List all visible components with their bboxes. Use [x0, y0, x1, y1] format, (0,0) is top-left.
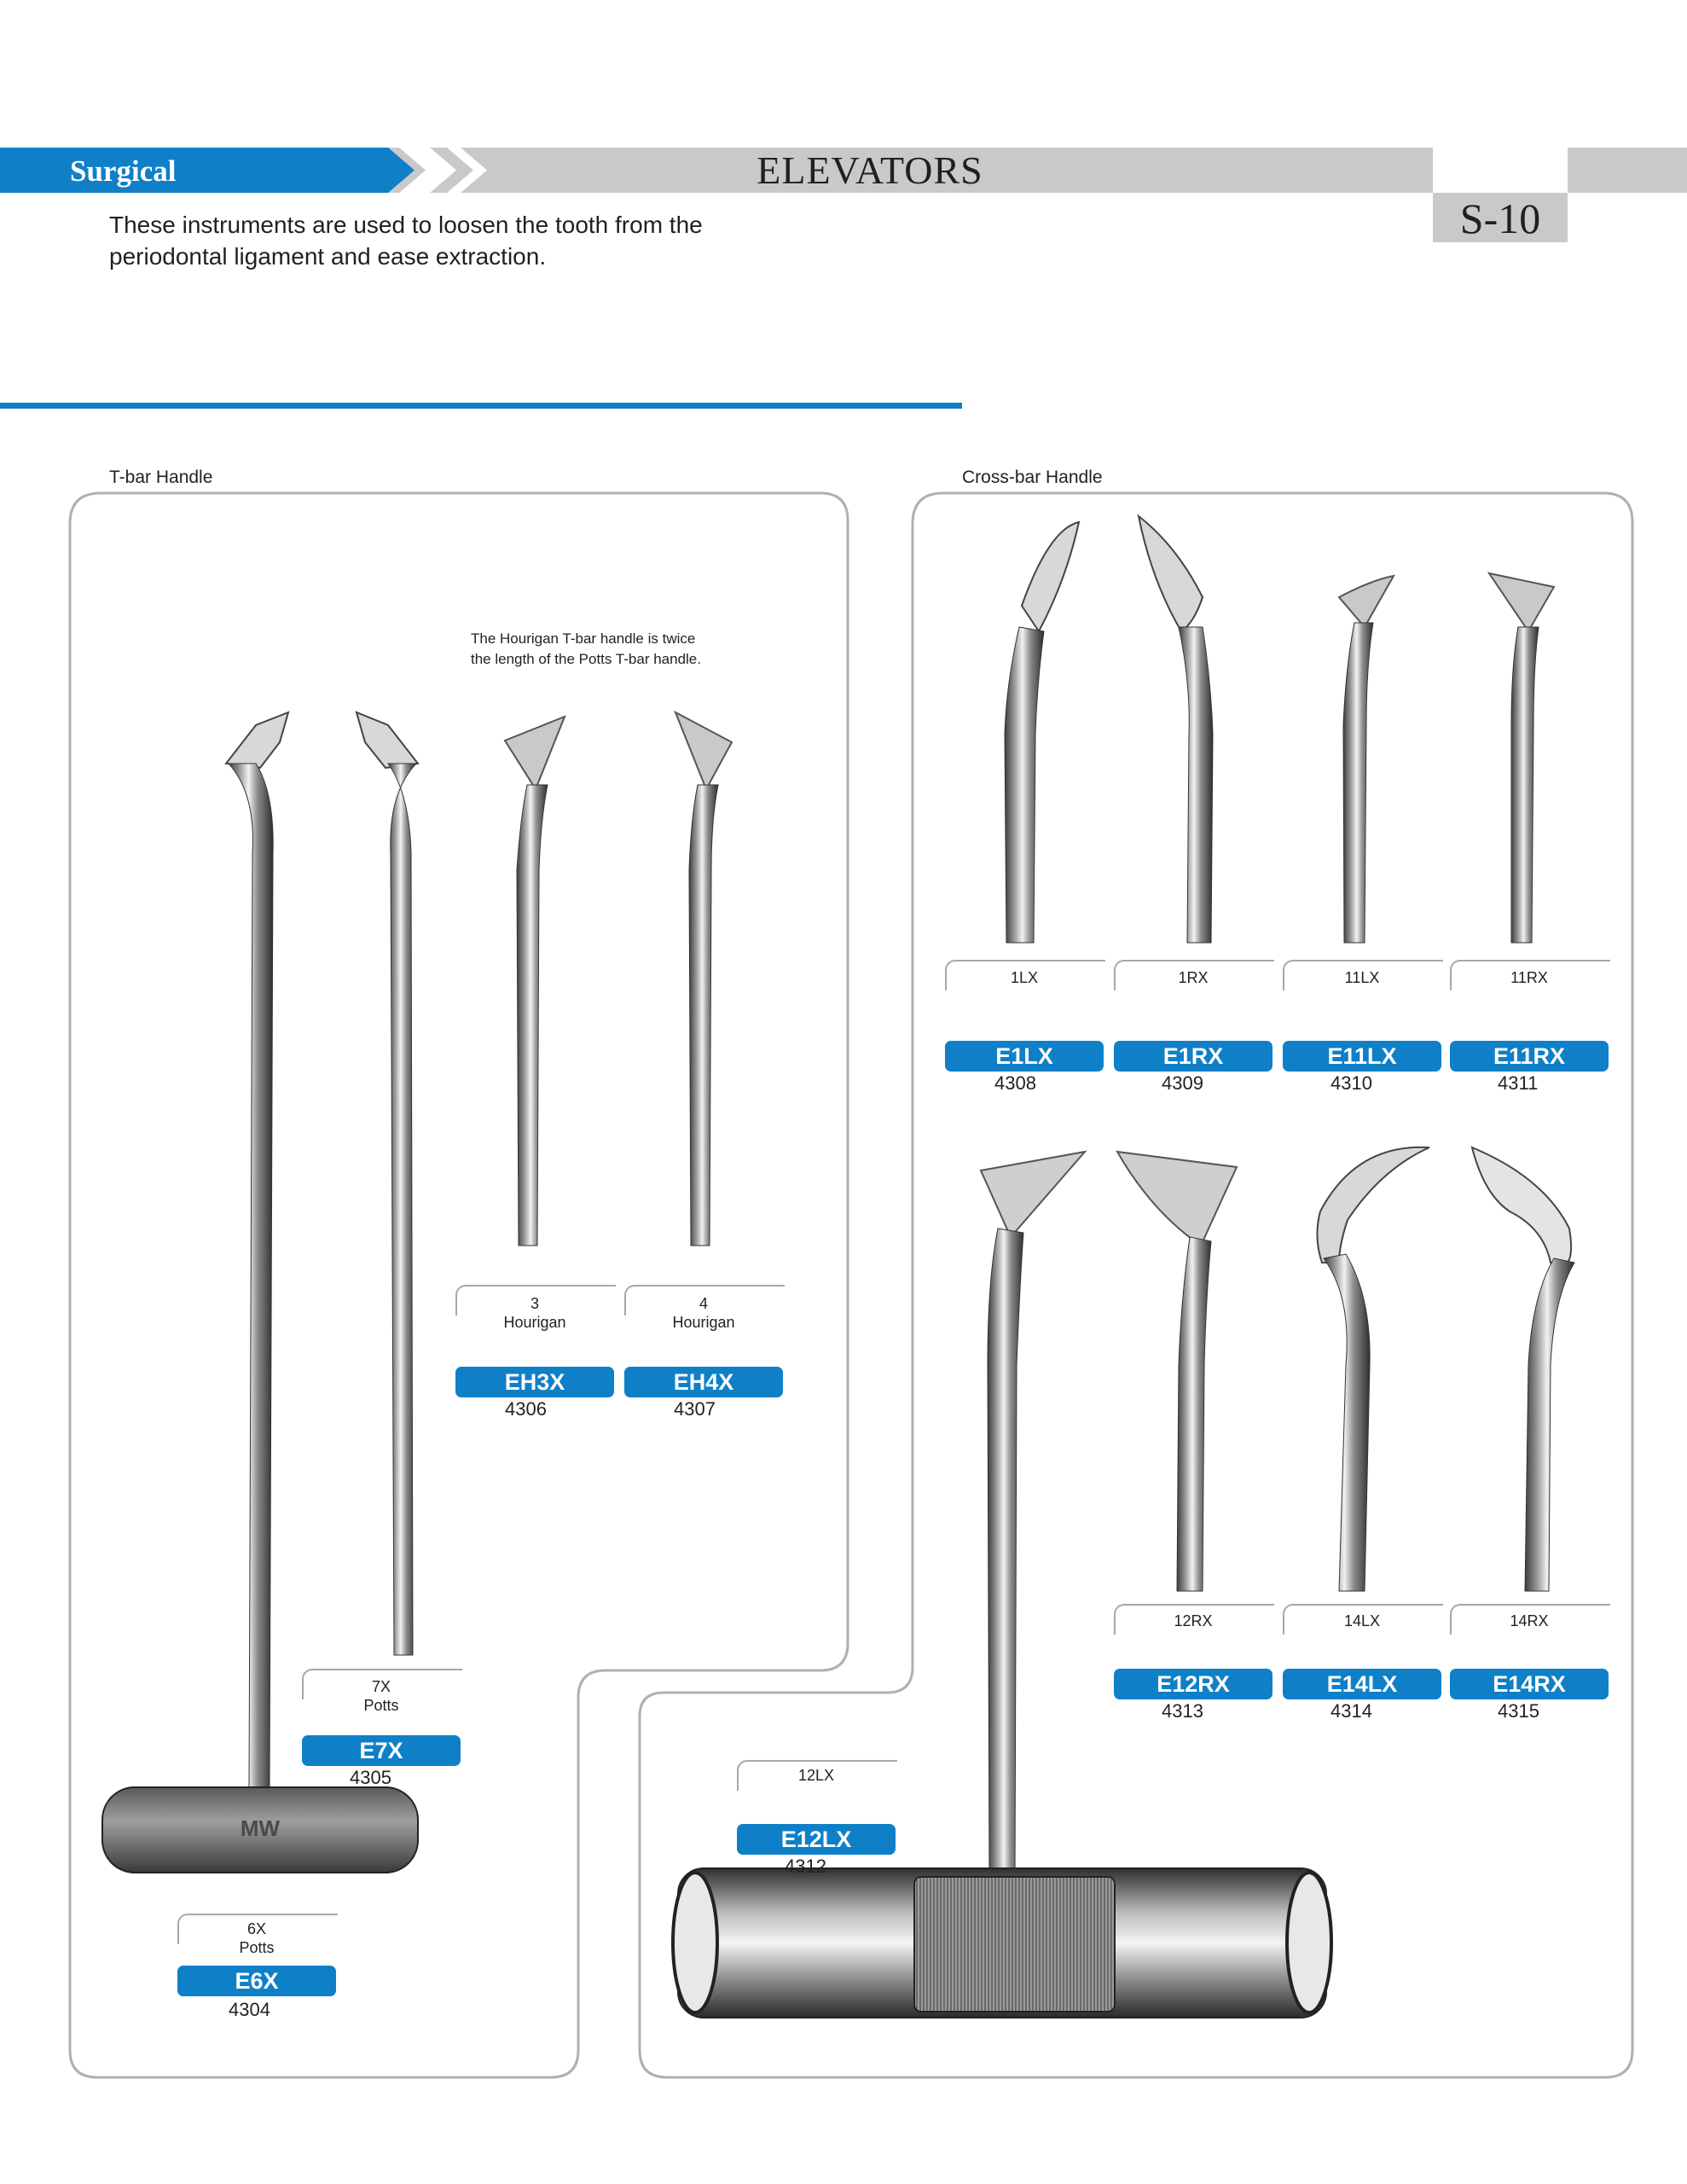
item-subtitle: 6X Potts	[239, 1920, 275, 1956]
code-badge-e1lx: E1LX	[945, 1041, 1104, 1072]
intro-text: These instruments are used to loosen the tooth from the periodontal ligament and ease extraction.	[109, 212, 703, 270]
page-title: ELEVATORS	[757, 148, 983, 192]
instrument-e14rx	[1472, 1147, 1574, 1591]
code-badge-e1rx: E1RX	[1114, 1041, 1272, 1072]
instrument-eh4x	[675, 712, 732, 1246]
item-subtitle: 3 Hourigan	[503, 1295, 566, 1331]
catalog-number: 4309	[1162, 1072, 1203, 1094]
catalog-number: 4306	[505, 1398, 547, 1420]
catalog-number: 4305	[350, 1767, 391, 1788]
catalog-number: 4314	[1330, 1700, 1372, 1722]
catalog-number: 4310	[1330, 1072, 1372, 1094]
instrument-e11lx	[1339, 576, 1394, 943]
hourigan-note: The Hourigan T-bar handle is twice the length of the Potts T-bar handle.	[471, 630, 701, 667]
code-badge-e11lx: E11LX	[1283, 1041, 1441, 1072]
code-badge-e11rx: E11RX	[1450, 1041, 1609, 1072]
instrument-e1lx	[1005, 522, 1079, 943]
item-subtitle: 4 Hourigan	[672, 1295, 735, 1331]
svg-text:MW: MW	[240, 1815, 281, 1841]
catalog-number: 4313	[1162, 1700, 1203, 1722]
tbar-section-title: T-bar Handle	[109, 468, 213, 487]
instrument-e12lx	[673, 1152, 1331, 2018]
catalog-number: 4308	[994, 1072, 1036, 1094]
instrument-e12rx	[1117, 1152, 1237, 1591]
item-subtitle: 11RX	[1510, 969, 1548, 986]
item-subtitle: 1RX	[1178, 969, 1209, 986]
code-badge-eh3x: EH3X	[455, 1367, 614, 1397]
code-badge-eh4x: EH4X	[624, 1367, 783, 1397]
item-subtitle: 12LX	[797, 1767, 835, 1784]
instrument-e14lx	[1317, 1147, 1429, 1591]
item-subtitle: 7X Potts	[363, 1678, 399, 1714]
instrument-e1rx	[1139, 516, 1213, 943]
item-subtitle: 11LX	[1344, 969, 1380, 986]
catalog-number: 4312	[785, 1856, 826, 1877]
catalog-number: 4315	[1498, 1700, 1539, 1722]
item-subtitle: 1LX	[1010, 969, 1039, 986]
instrument-eh3x	[505, 717, 565, 1246]
code-badge-e7x: E7X	[302, 1735, 461, 1766]
page-number: S-10	[1459, 195, 1541, 242]
catalog-number: 4311	[1498, 1072, 1539, 1094]
item-subtitle: 12RX	[1174, 1612, 1213, 1629]
item-subtitle: 14LX	[1343, 1612, 1381, 1629]
section-label: Surgical	[70, 154, 177, 188]
catalog-number: 4304	[229, 1999, 270, 2020]
item-subtitle: 14RX	[1510, 1612, 1549, 1629]
code-badge-e12lx: E12LX	[737, 1824, 896, 1855]
code-badge-e12rx: E12RX	[1114, 1669, 1272, 1699]
catalog-number: 4307	[674, 1398, 716, 1420]
instrument-e7x	[357, 712, 418, 1655]
crossbar-section-title: Cross-bar Handle	[962, 468, 1103, 487]
code-badge-e14rx: E14RX	[1450, 1669, 1609, 1699]
code-badge-e6x: E6X	[177, 1966, 336, 1996]
instrument-e11rx	[1489, 573, 1554, 943]
code-badge-e14lx: E14LX	[1283, 1669, 1441, 1699]
